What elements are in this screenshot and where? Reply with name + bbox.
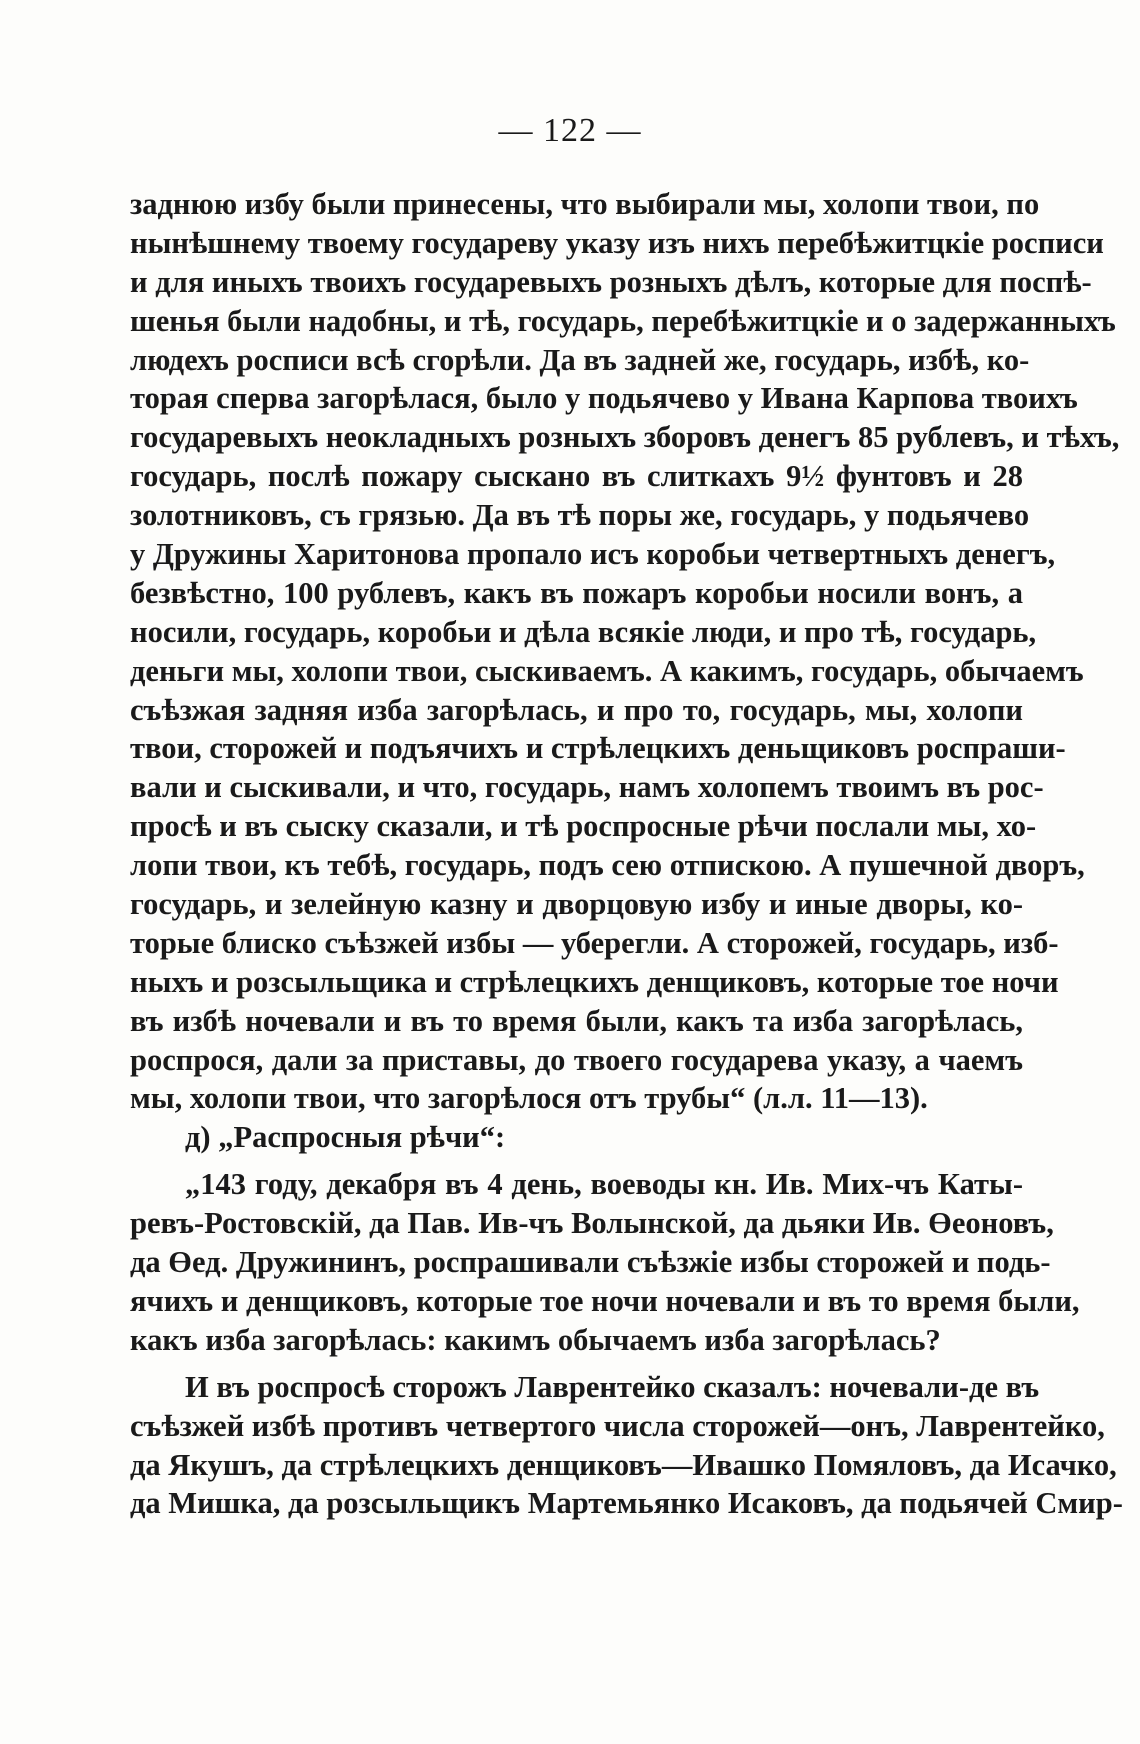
paragraph-gap [130,1157,1023,1165]
text-line: золотниковъ, съ грязью. Да въ тѣ поры же, государь, у подьячево [130,498,1030,533]
section-heading: д) „Распросныя рѣчи“: [185,1120,506,1155]
text-line: шенья были надобны, и тѣ, государь, перебѣжитцкіе и о задержанныхъ [130,303,1116,338]
text-line: торая сперва загорѣлася, было у подьячево у Ивана Карпова твоихъ [130,381,1078,416]
text-line: людехъ росписи всѣ сгорѣли. Да въ задней же, государь, избѣ, ко- [130,342,1030,377]
text-line: съѣзжая задняя изба загорѣлась, и про то, государь, мы, холопи [130,692,1023,727]
body-text [130,185,1123,1523]
text-line: деньги мы, холопи твои, сыскиваемъ. А какимъ, государь, обычаемъ [130,653,1084,688]
text-line: ячихъ и денщиковъ, которые тое ночи ночевали и въ то время были, [130,1283,1080,1318]
text-line: у Дружины Харитонова пропало исъ коробьи четвертныхъ денегъ, [130,537,1056,572]
text-line: да Өед. Дружининъ, роспрашивали съѣзжіе избы сторожей и подь- [130,1245,1051,1280]
text-line: да Мишка, да розсыльщикъ Мартемьянко Исаковъ, да подьячей Смир- [130,1486,1123,1521]
text-line: торые блиско съѣзжей избы — уберегли. А сторожей, государь, изб- [130,925,1059,960]
page-number: — 122 — [498,112,642,149]
text-line: какъ изба загорѣлась: какимъ обычаемъ изба загорѣлась? [130,1322,941,1357]
text-line: ныхъ и розсыльщика и стрѣлецкихъ денщиковъ, которые тое ночи [130,964,1059,999]
text-line: заднюю избу были принесены, что выбирали мы, холопи твои, по [130,187,1040,221]
text-line: государевыхъ неокладныхъ розныхъ зборовъ денегъ 85 рублевъ, и тѣхъ, [130,420,1120,455]
text-line: въ избѣ ночевали и въ то время были, какъ та изба загорѣлась, [130,1003,1023,1038]
text-line: носили, государь, коробьи и дѣла всякіе люди, и про тѣ, государь, [130,614,1037,649]
text-line: ревъ-Ростовскій, да Пав. Ив-чъ Волынской, да дьяки Ив. Өеоновъ, [130,1206,1054,1241]
text-line: государь, и зелейную казну и дворцовую избу и иные дворы, ко- [130,887,1023,922]
text-line: съѣзжей избѣ противъ четвертого числа сторожей—онъ, Лаврентейко, [130,1408,1105,1443]
text-line: просѣ и въ сыску сказали, и тѣ роспросные рѣчи послали мы, хо- [130,809,1037,844]
text-line: И въ роспросѣ сторожъ Лаврентейко сказалъ: ночевали-де въ [185,1369,1040,1404]
text-line: и для иныхъ твоихъ государевыхъ розныхъ дѣлъ, которые для поспѣ- [130,264,1092,299]
text-line: государь, послѣ пожару сыскано въ слиткахъ 9½ фунтовъ и 28 [130,459,1023,494]
paragraph-gap [130,1360,1023,1368]
text-line: твои, сторожей и подъячихъ и стрѣлецкихъ деньщиковъ роспраши- [130,731,1066,766]
text-line: да Якушъ, да стрѣлецкихъ денщиковъ—Ивашко Помяловъ, да Исачко, [130,1447,1117,1482]
text-line: безвѣстно, 100 рублевъ, какъ въ пожаръ коробьи носили вонъ, а [130,575,1023,610]
text-line: нынѣшнему твоему государеву указу изъ нихъ перебѣжитцкіе росписи [130,225,1104,260]
text-line: вали и сыскивали, и что, государь, намъ холопемъ твоимъ въ рос- [130,770,1044,805]
text-line: лопи твои, къ тебѣ, государь, подъ сею отпискою. А пушечной дворъ, [130,848,1085,883]
text-line: роспрося, дали за приставы, до твоего государева указу, а чаемъ [130,1042,1023,1077]
text-line: мы, холопи твои, что загорѣлося отъ трубы“ (л.л. 11—13). [130,1081,928,1116]
text-line: „143 году, декабря въ 4 день, воеводы кн. Ив. Мих-чъ Каты- [185,1167,1023,1202]
